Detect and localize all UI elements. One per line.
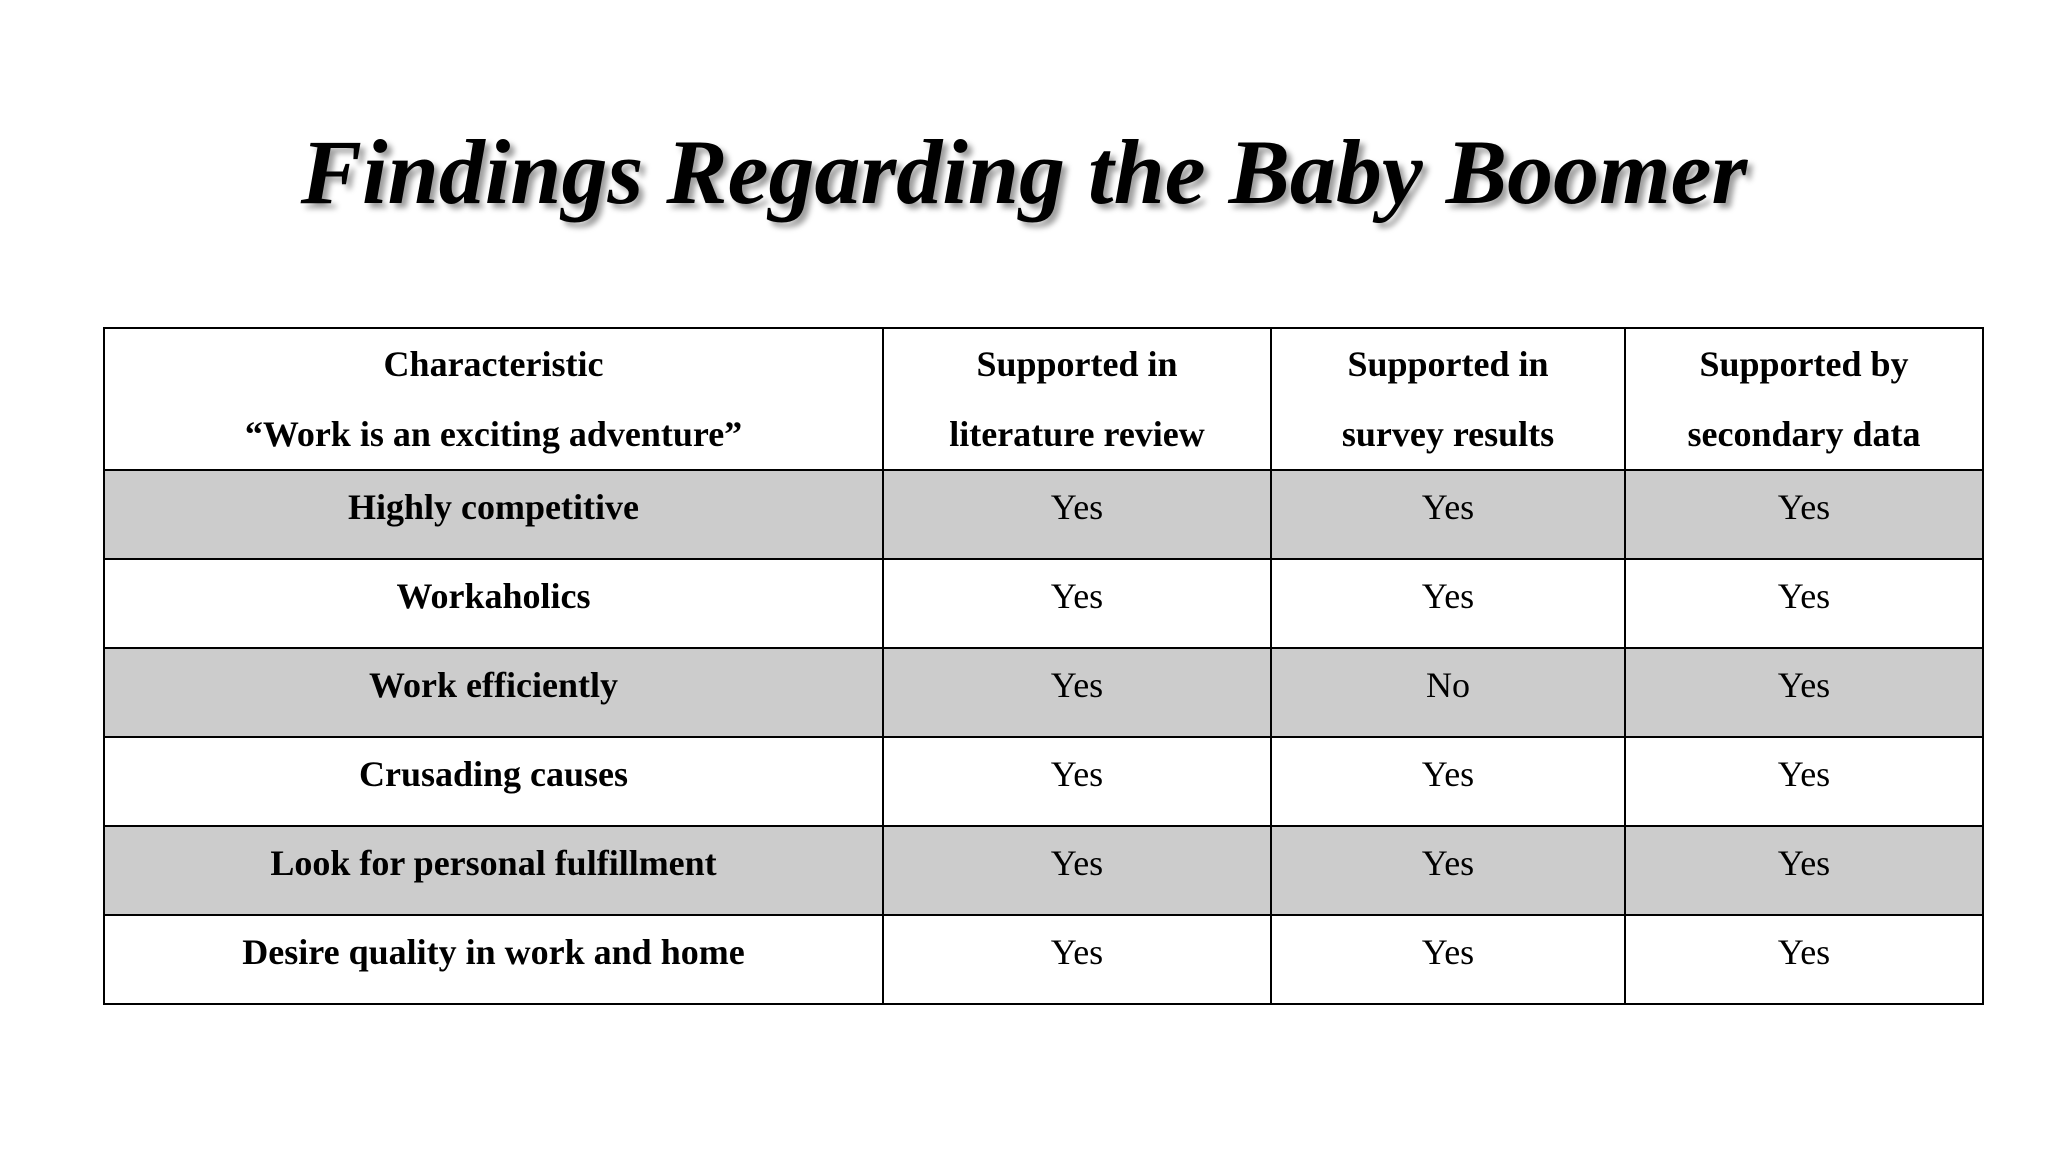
table-header-row bbox=[104, 328, 1983, 470]
slide-title: Findings Regarding the Baby Boomer bbox=[300, 121, 1748, 223]
literature-cell: Yes bbox=[883, 915, 1271, 1004]
survey-cell: Yes bbox=[1271, 826, 1625, 915]
table-row bbox=[104, 470, 1983, 559]
secondary-cell: Yes bbox=[1625, 470, 1983, 559]
survey-cell: No bbox=[1271, 648, 1625, 737]
secondary-cell: Yes bbox=[1625, 559, 1983, 648]
secondary-cell: Yes bbox=[1625, 737, 1983, 826]
survey-cell: Yes bbox=[1271, 737, 1625, 826]
survey-cell: Yes bbox=[1271, 915, 1625, 1004]
characteristic-cell: Work efficiently bbox=[104, 648, 883, 737]
findings-table bbox=[103, 327, 1984, 1005]
table-row bbox=[104, 915, 1983, 1004]
literature-cell: Yes bbox=[883, 559, 1271, 648]
header-secondary-data: Supported by secondary data bbox=[1625, 328, 1983, 470]
secondary-cell: Yes bbox=[1625, 648, 1983, 737]
table-row bbox=[104, 559, 1983, 648]
header-survey-results: Supported in survey results bbox=[1271, 328, 1625, 470]
survey-cell: Yes bbox=[1271, 470, 1625, 559]
table-row bbox=[104, 737, 1983, 826]
characteristic-cell: Crusading causes bbox=[104, 737, 883, 826]
literature-cell: Yes bbox=[883, 470, 1271, 559]
literature-cell: Yes bbox=[883, 826, 1271, 915]
table-row bbox=[104, 648, 1983, 737]
characteristic-cell: Desire quality in work and home bbox=[104, 915, 883, 1004]
literature-cell: Yes bbox=[883, 737, 1271, 826]
header-characteristic: Characteristic “Work is an exciting adventure” bbox=[104, 328, 883, 470]
characteristic-cell: Highly competitive bbox=[104, 470, 883, 559]
characteristic-cell: Look for personal fulfillment bbox=[104, 826, 883, 915]
survey-cell: Yes bbox=[1271, 559, 1625, 648]
characteristic-cell: Workaholics bbox=[104, 559, 883, 648]
header-literature-review: Supported in literature review bbox=[883, 328, 1271, 470]
secondary-cell: Yes bbox=[1625, 826, 1983, 915]
table-row bbox=[104, 826, 1983, 915]
secondary-cell: Yes bbox=[1625, 915, 1983, 1004]
literature-cell: Yes bbox=[883, 648, 1271, 737]
